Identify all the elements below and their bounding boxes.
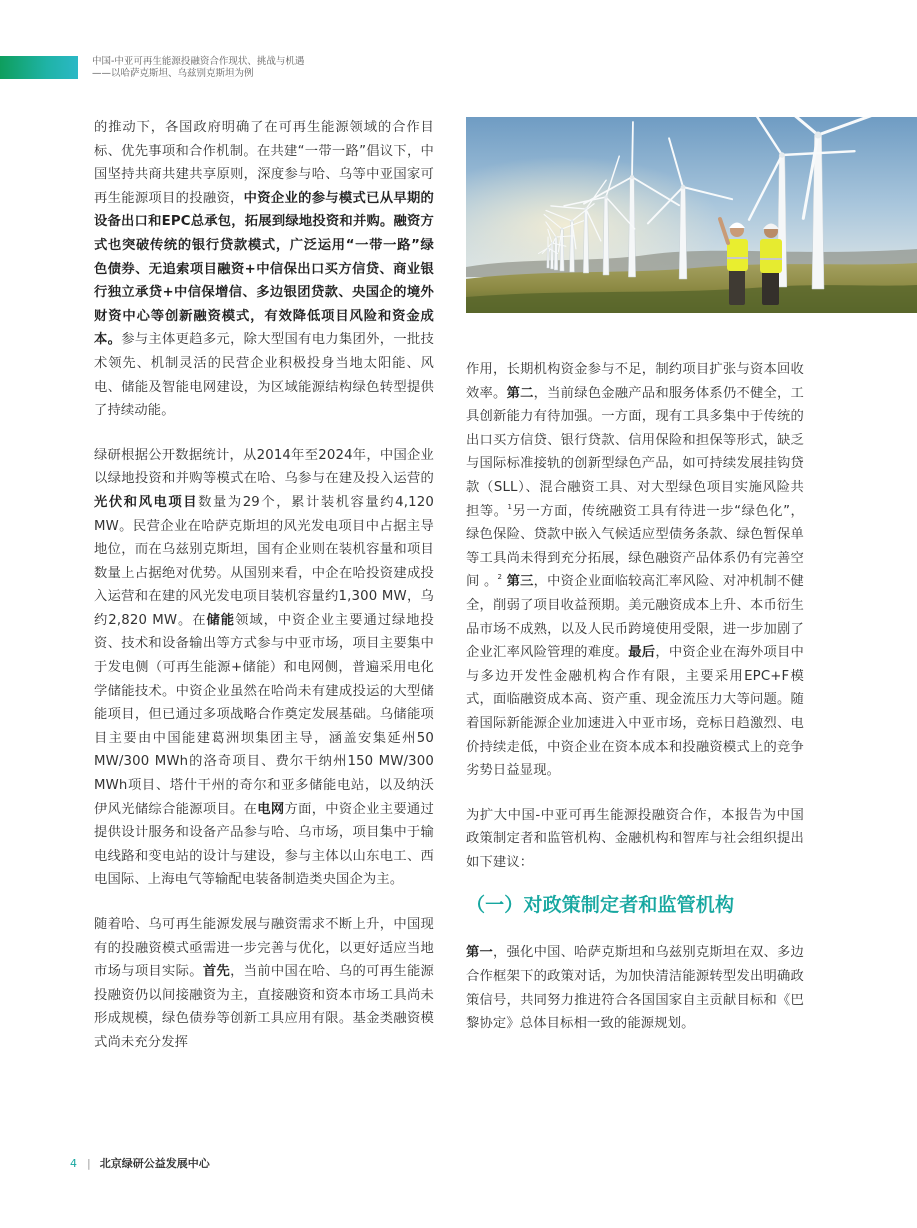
- bold-run: 首先: [202, 964, 231, 980]
- body-paragraph: [94, 913, 434, 1055]
- bold-run: 第三: [506, 574, 534, 590]
- text-run: ，中资企业面临较高汇率风险、对冲机制不健全，削弱了项目收益预期。美元融资成本上升、本币衍生品市场不成熟，以及人民币跨境使用受限，进一步加剧了企业汇率风险管理的难度。: [466, 574, 804, 661]
- text-run: 数量为29个，累计装机容量约4,120 MW。民营企业在哈萨克斯坦的风光发电项目中占据主导地位，而在乌兹别克斯坦，国有企业则在装机容量和项目数量上占据绝对优势。从国别来看，中企在哈投资建成投入运营和在建的风光发电项目装机容量约1,300 MW，乌约2,820 MW。在: [94, 494, 434, 628]
- text-run: 随着哈、乌可再生能源发展与融资需求不断上升，中国现有的投融资模式亟需进一步完善与优化，以更好适应当地市场与项目实际。: [94, 917, 434, 980]
- bold-run: 第二: [506, 385, 534, 401]
- text-run: 绿研根据公开数据统计，从2014年至2024年，中国企业以绿地投资和并购等模式在哈、乌参与在建及投入运营的: [94, 447, 434, 487]
- footer-organization: 北京绿研公益发展中心: [99, 1157, 210, 1170]
- text-run: ，当前中国在哈、乌的可再生能源投融资仍以间接融资为主，直接融资和资本市场工具尚未形成规模，绿色债券等创新工具应用有限。基金类融资模式尚未充分发挥: [94, 964, 435, 1050]
- body-paragraph: 为扩大中国-中亚可再生能源投融资合作，本报告为中国政策制定者和监管机构、金融机构和智库与社会组织提出如下建议：: [466, 807, 804, 870]
- text-run: ，强化中国、哈萨克斯坦和乌兹别克斯坦在双、多边合作框架下的政策对话，为加快清洁能源转型发出明确政策信号，共同努力推进符合各国国家自主贡献目标和《巴黎协定》总体目标相一致的能源规划。: [466, 945, 804, 1032]
- header-accent-bar: [0, 56, 78, 79]
- footnote-marker: 2: [497, 573, 503, 582]
- bold-run: 最后: [628, 645, 656, 661]
- text-run: 方面，中资企业主要通过提供设计服务和设备产品参与哈、乌市场，项目集中于输电线路和变电站的设计与建设，参与主体以山东电工、西电国际、上海电气等输配电装备制造类央国企为主。: [94, 801, 434, 888]
- bold-run: 电网: [257, 801, 285, 817]
- left-text-column: [94, 116, 434, 1055]
- right-text-column: [466, 358, 804, 1036]
- body-paragraph: [94, 116, 434, 423]
- bold-run: 第一: [466, 945, 494, 961]
- running-header-subtitle: ——以哈萨克斯坦、乌兹别克斯坦为例: [92, 68, 254, 79]
- bold-run: 储能: [206, 612, 236, 628]
- footer-separator: |: [87, 1157, 91, 1170]
- bold-run: 中资企业的参与模式已从早期的设备出口和EPC总承包，拓展到绿地投资和并购。融资方式也突破传统的银行贷款模式，广泛运用“一带一路”绿色债券、无追索项目融资+中信保出口买方信贷、商业银行独立承贷+中信保增信、多边银团贷款、央国企的境外财资中心等创新融资模式，有效降低项目风险和资金成本。: [94, 190, 434, 348]
- running-header: [92, 56, 304, 80]
- bold-run: 光伏和风电项目: [94, 494, 199, 510]
- text-run: 参与主体更趋多元，除大型国有电力集团外，一批技术领先、机制灵活的民营企业积极投身当地太阳能、风电、储能及智能电网建设，为区域能源结构绿色转型提供了持续动能。: [94, 332, 434, 419]
- text-run: ，当前绿色金融产品和服务体系仍不健全，工具创新能力有待加强。一方面，现有工具多集中于传统的出口买方信贷、银行贷款、信用保险和担保等形式，缺乏与国际标准接轨的创新型绿色产品，如可持续发展挂钩贷款（SLL）、混合融资工具、对大型绿色项目实施风险共担等。: [466, 385, 804, 519]
- wind-farm-photo: [466, 117, 917, 313]
- text-run: ，中资企业在海外项目中与多边开发性金融机构合作有限，主要采用EPC+F模式，面临融资成本高、资产重、现金流压力大等问题。随着国际新能源企业加速进入中亚市场，竞标日趋激烈、电价持续走低，中资企业在资本成本和投融资模式上的竞争劣势日益显现。: [466, 645, 804, 779]
- page-footer: [70, 1157, 210, 1171]
- text-run: 领域，中资企业主要通过绿地投资、技术和设备输出等方式参与中亚市场，项目主要集中于发电侧（可再生能源+储能）和电网侧，普遍采用电化学储能技术。中资企业虽然在哈尚未有建成投运的大型储能项目，但已通过多项战略合作奠定发展基础。乌储能项目主要由中国能建葛洲坝集团主导，涵盖安集延州50 MW/300 MWh的洛奇项目、费尔干纳州150 MW/300 MWh项目、塔什干州的奇尔和亚多储能电站，以及纳沃伊风光储综合能源项目。在: [94, 612, 434, 817]
- body-paragraph: [94, 444, 434, 892]
- footnote-marker: 1: [507, 502, 513, 511]
- running-header-title: 中国-中亚可再生能源投融资合作现状、挑战与机遇: [92, 56, 305, 67]
- text-run: 另一方面，传统融资工具有待进一步“绿色化”，绿色保险、贷款中嵌入气候适应型债务条款、绿色暂保单等工具尚未得到充分拓展，绿色融资产品体系仍有完善空间 。: [466, 503, 804, 590]
- page-number: 4: [70, 1157, 77, 1170]
- text-run: 作用，长期机构资金参与不足，制约项目扩张与资本回收效率。: [466, 362, 804, 401]
- body-paragraph: [466, 941, 804, 1035]
- text-run: 的推动下，各国政府明确了在可再生能源领域的合作目标、优先事项和合作机制。在共建“一带一路”倡议下，中国坚持共商共建共享原则，深度参与哈、乌等中亚国家可再生能源项目的投融资，: [94, 120, 434, 206]
- body-paragraph: [466, 358, 804, 783]
- section-heading: （一）对政策制定者和监管机构: [466, 894, 735, 917]
